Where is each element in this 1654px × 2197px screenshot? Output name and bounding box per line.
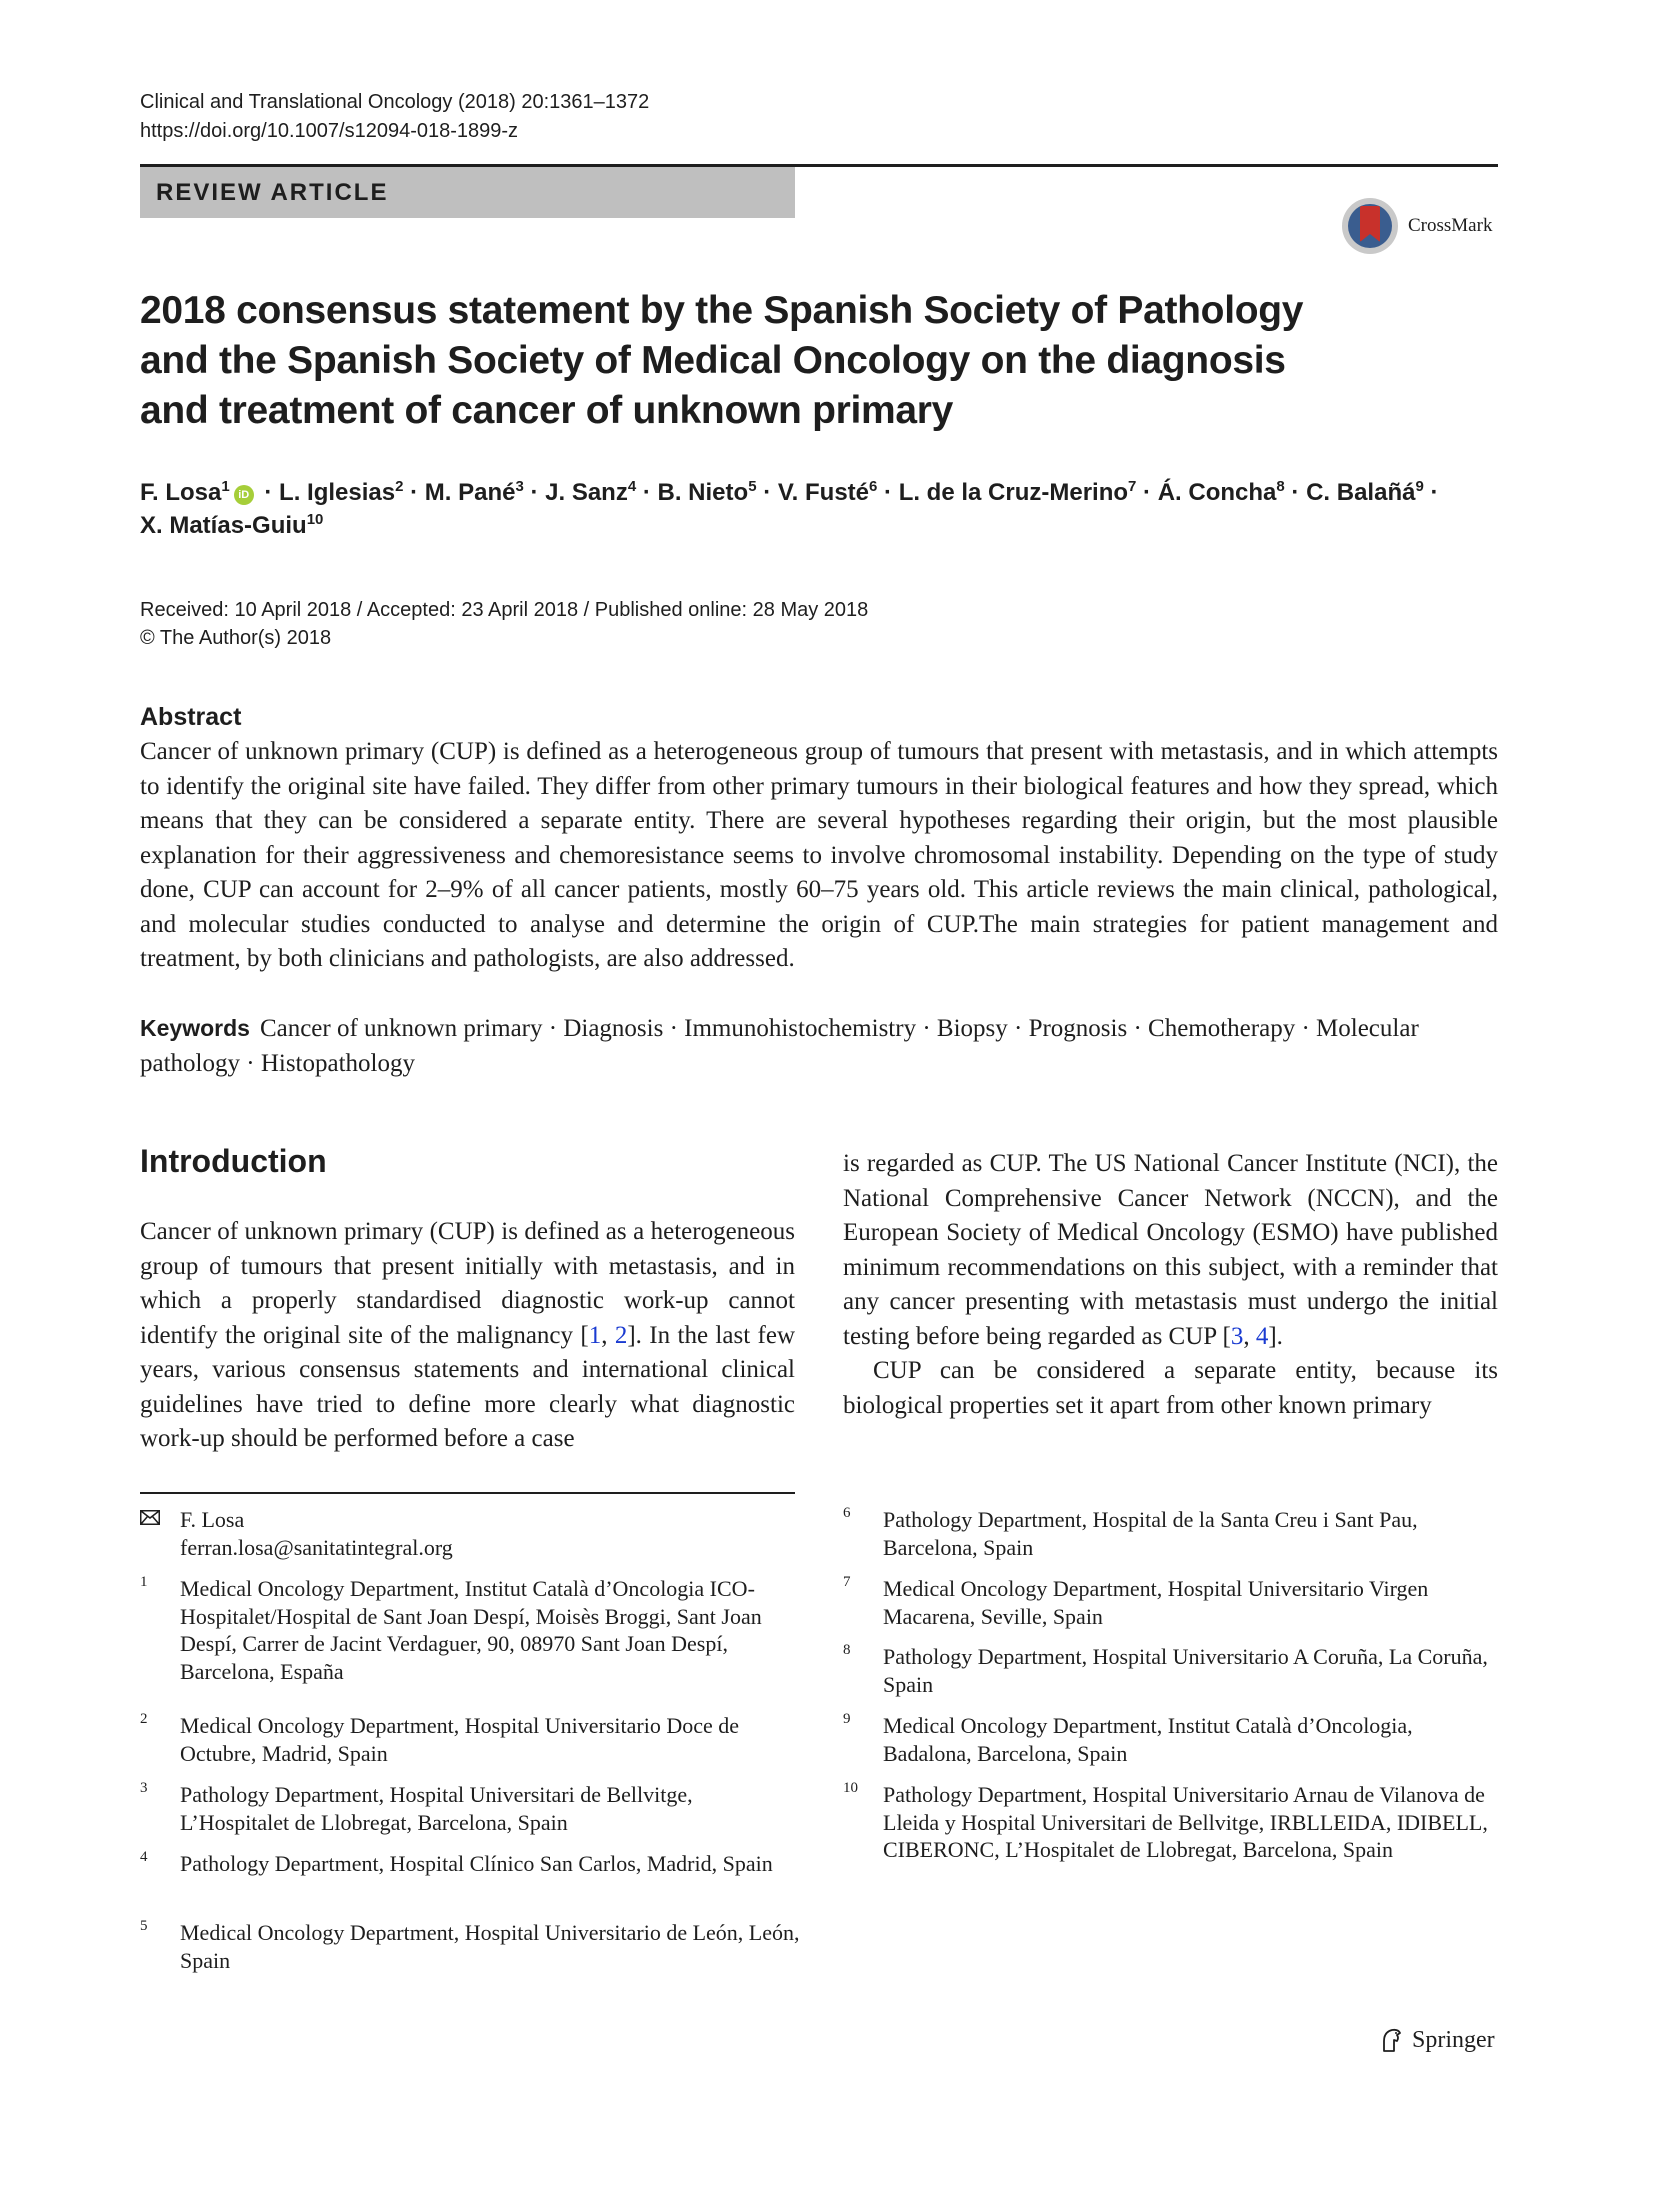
affiliation (843, 1712, 1543, 1768)
correspondence-body (180, 1506, 800, 1561)
author-affiliation-mark: 4 (627, 478, 637, 495)
copyright-line: © The Author(s) 2018 (140, 627, 332, 649)
author[interactable]: X. Matías-Guiu (140, 512, 307, 539)
author-affiliation-mark: 3 (515, 478, 524, 495)
affiliation-text: Pathology Department, Hospital Universitario A Coruña, La Coruña, Spain (883, 1644, 1488, 1697)
orcid-icon[interactable]: iD (234, 485, 254, 505)
author-affiliation-mark: 2 (395, 478, 404, 495)
keywords-text: Cancer of unknown primary · Diagnosis · Immunohistochemistry · Biopsy · Prognosis · Chemotherapy · Molecular pathology · Histopathology (140, 1015, 1419, 1077)
affiliation (140, 1919, 840, 1975)
article-title (140, 286, 1440, 436)
affiliation-number: 2 (140, 1711, 148, 1727)
footnote-rule (140, 1492, 795, 1494)
intro-text: is regarded as CUP. The US National Cancer Institute (NCI), the National Comprehensive Cancer Network (NCCN), and the European Society of Medical Oncology (ESMO) have published minimum recommendations on this subject, with a reminder that any cancer presenting with metastasis must undergo the initial testing before being regarded as CUP [ (843, 1150, 1498, 1350)
author-affiliation-mark: 5 (748, 478, 757, 495)
corresponding-email[interactable]: ferran.losa@sanitatintegral.org (180, 1534, 453, 1560)
author-affiliation-mark: 8 (1276, 478, 1285, 495)
intro-text: Cancer of unknown primary (CUP) is defined as a heterogeneous group of tumours that present initially with metastasis, and in which a properly standardised diagnostic work-up cannot identify the original site of the malignancy [ (140, 1218, 795, 1349)
author-affiliation-mark: 10 (306, 511, 324, 528)
author[interactable]: Á. Concha (1157, 479, 1277, 506)
author[interactable]: V. Fusté (777, 479, 870, 506)
affiliation-text: Pathology Department, Hospital de la Santa Creu i Sant Pau, Barcelona, Spain (883, 1507, 1418, 1560)
affiliation-text: Pathology Department, Hospital Clínico San Carlos, Madrid, Spain (180, 1851, 773, 1876)
affiliation-text: Pathology Department, Hospital Universitario Arnau de Vilanova de Lleida y Hospital Universitari de Bellvitge, IRBLLEIDA, IDIBELL, CIBERONC, L’Hospitalet de Llobregat, Barcelona, Spain (883, 1782, 1488, 1862)
affiliation (843, 1643, 1543, 1699)
affiliation-text: Pathology Department, Hospital Universitari de Bellvitge, L’Hospitalet de Llobregat, Barcelona, Spain (180, 1782, 693, 1835)
affiliation-number: 3 (140, 1780, 148, 1796)
doi-link[interactable]: https://doi.org/10.1007/s12094-018-1899-z (140, 120, 519, 142)
intro-right-column (843, 1147, 1498, 1423)
author[interactable]: M. Pané (424, 479, 516, 506)
author-affiliation-mark: 7 (1128, 478, 1137, 495)
publication-dates (140, 596, 868, 652)
author[interactable]: L. de la Cruz-Merino (898, 479, 1129, 506)
crossmark-label: CrossMark (1408, 215, 1493, 236)
author[interactable]: L. Iglesias (279, 479, 396, 506)
affiliation-number: 5 (140, 1918, 148, 1934)
title-line-1: 2018 consensus statement by the Spanish Society of Pathology (140, 289, 1304, 332)
author[interactable]: F. Losa (140, 479, 222, 506)
affiliation-number: 7 (843, 1574, 851, 1590)
affiliation (140, 1781, 840, 1837)
affiliation (140, 1712, 840, 1768)
springer-horse-icon (1378, 2026, 1406, 2054)
intro-paragraph: CUP can be considered a separate entity, because its biological properties set it apart from other known primary (843, 1357, 1498, 1419)
affiliation-text: Medical Oncology Department, Hospital Universitario Virgen Macarena, Seville, Spain (883, 1576, 1429, 1629)
affiliation-text: Medical Oncology Department, Institut Català d’Oncologia ICO-Hospitalet/Hospital de Sant Joan Despí, Moisès Broggi, Sant Joan Despí, Carrer de Jacint Verdaguer, 90, 08970 Sant Joan Despí, Barcelona, España (180, 1576, 762, 1684)
affiliation-text: Medical Oncology Department, Hospital Universitario Doce de Octubre, Madrid, Spain (180, 1713, 740, 1766)
citation-link[interactable]: 1 (588, 1321, 602, 1349)
author-affiliation-mark: 9 (1415, 478, 1424, 495)
affiliation (843, 1575, 1543, 1631)
affiliation-number: 4 (140, 1849, 148, 1865)
affiliation (843, 1781, 1543, 1893)
introduction-heading: Introduction (140, 1143, 327, 1179)
envelope-icon (140, 1510, 160, 1525)
intro-text: ]. (1268, 1322, 1283, 1350)
affiliation-text: Medical Oncology Department, Hospital Universitario de León, León, Spain (180, 1920, 800, 1973)
article-type-banner: REVIEW ARTICLE (140, 167, 795, 218)
affiliation-number: 1 (140, 1574, 148, 1590)
author-affiliation-mark: 1 (221, 478, 230, 495)
affiliation-number: 9 (843, 1711, 851, 1727)
correspondence (140, 1506, 840, 1566)
intro-text: ]. In the last few years, various consensus statements and international clinical guidelines have tried to define more clearly what diagnostic work-up should be performed before a case (140, 1321, 795, 1452)
intro-left-column (140, 1215, 795, 1457)
citation-separator: , (601, 1321, 615, 1349)
journal-citation: Clinical and Translational Oncology (2018) 20:1361–1372 (140, 91, 650, 113)
citation-link[interactable]: 3 (1230, 1322, 1244, 1350)
citation-separator: , (1243, 1322, 1256, 1350)
corresponding-author: F. Losa (180, 1507, 245, 1532)
author[interactable]: C. Balañá (1306, 479, 1416, 506)
author-list: F. Losa$^1$ iD · L. Iglesias$^2$ · M. Pané$^3$ · J. Sanz$^4$ · B. Nieto$^5$ · V. Fusté$^6$ · L. de la Cruz-Merino$^7$ · Á. Concha$^8$ · C. Balañá$^9$ · X. Matías-Guiu$^{10}$ (140, 478, 1439, 539)
intro-paragraph (843, 1147, 1498, 1354)
abstract-heading: Abstract (140, 703, 242, 731)
title-line-2: and the Spanish Society of Medical Oncology on the diagnosis (140, 339, 1286, 382)
author[interactable]: J. Sanz (545, 479, 628, 506)
title-line-3: and treatment of cancer of unknown primary (140, 389, 954, 432)
affiliation-number: 6 (843, 1505, 851, 1521)
affiliation-number: 8 (843, 1642, 851, 1658)
author-affiliation-mark: 6 (869, 478, 878, 495)
crossmark-icon (1340, 196, 1400, 256)
abstract-text: Cancer of unknown primary (CUP) is defined as a heterogeneous group of tumours that present with metastasis, and in which attempts to identify the original site have failed. They differ from other primary tumours in their biological features and how they spread, which means that they can be considered a separate entity. There are several hypotheses regarding their origin, but the most plausible explanation for their aggressiveness and chemoresistance seems to involve chromosomal instability. Depending on the type of study done, CUP can account for 2–9% of all cancer patients, mostly 60–75 years old. This article reviews the main clinical, pathological, and molecular studies conducted to analyse and determine the origin of CUP.The main strategies for patient management and treatment, by both clinicians and pathologists, are also addressed. (140, 738, 1498, 972)
affiliation (140, 1850, 840, 1906)
citation-link[interactable]: 2 (614, 1321, 628, 1349)
publisher-logo (1378, 2026, 1495, 2054)
affiliation-number: 10 (843, 1780, 858, 1796)
keywords-label: Keywords (140, 1015, 250, 1041)
affiliation (140, 1575, 840, 1685)
affiliation (843, 1506, 1543, 1562)
author[interactable]: B. Nieto (657, 479, 749, 506)
citation-link[interactable]: 4 (1255, 1322, 1269, 1350)
crossmark-badge[interactable] (1340, 196, 1492, 256)
publisher-name: Springer (1412, 2026, 1495, 2053)
keywords (140, 1011, 1498, 1081)
dates-line: Received: 10 April 2018 / Accepted: 23 April 2018 / Published online: 28 May 2018 (140, 599, 869, 621)
affiliation-text: Medical Oncology Department, Institut Català d’Oncologia, Badalona, Barcelona, Spain (883, 1713, 1413, 1766)
